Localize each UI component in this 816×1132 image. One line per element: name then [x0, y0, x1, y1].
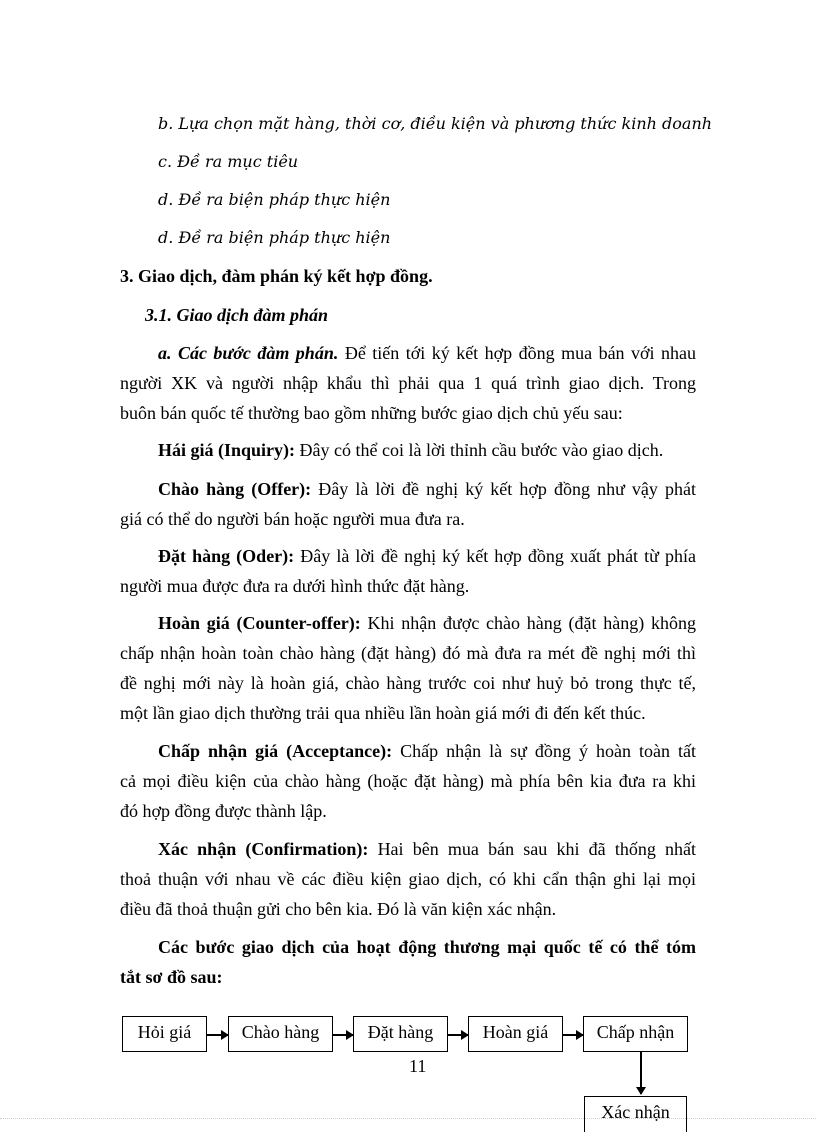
intro-line-3: buôn bán quốc tế thường bao gồm những bước giao dịch chủ yếu sau:: [120, 403, 623, 423]
list-item-b: b. Lựa chọn mặt hàng, thời cơ, điều kiện và phương thức kinh doanh: [158, 114, 713, 133]
intro-lead: a. Các bước đàm phán.: [158, 343, 339, 363]
intro-text-1: Để tiến tới ký kết hợp đồng mua bán với nhau: [338, 343, 697, 363]
intro-line-1: [158, 342, 696, 364]
summary-line-1: Các bước giao dịch của hoạt động thương mại quốc tế có thể tóm: [158, 937, 696, 957]
counter-offer-line-3: đề nghị mới này là hoàn giá, chào hàng trước coi như huỷ bỏ trong thực tế,: [120, 673, 696, 693]
section-heading: 3. Giao dịch, đàm phán ký kết hợp đồng.: [120, 266, 433, 286]
flow-arrow-2: [333, 1034, 353, 1036]
flow-step-inquiry: Hỏi giá: [122, 1016, 207, 1052]
counter-offer-line-1: [158, 612, 696, 634]
acceptance-text-1: Chấp nhận là sự đồng ý hoàn toàn tất: [392, 741, 696, 761]
flow-step-counter-offer: Hoàn giá: [468, 1016, 563, 1052]
counter-offer-term: Hoàn giá (Counter-offer):: [158, 613, 361, 633]
flow-arrow-3: [448, 1034, 468, 1036]
summary-line-2: tắt sơ đồ sau:: [120, 967, 223, 987]
order-term: Đặt hàng (Oder):: [158, 546, 295, 566]
inquiry-term: Hái giá (Inquiry):: [158, 440, 296, 460]
offer-term: Chào hàng (Offer):: [158, 479, 312, 499]
flow-arrow-1: [207, 1034, 228, 1036]
list-item-d-repeat: d. Đề ra biện pháp thực hiện: [158, 228, 391, 247]
list-item-c: c. Đề ra mục tiêu: [158, 152, 299, 171]
confirmation-text-1: Hai bên mua bán sau khi đã thống nhất: [368, 839, 696, 859]
offer-line-1: [158, 478, 696, 500]
list-item-d: d. Đề ra biện pháp thực hiện: [158, 190, 391, 209]
flow-arrow-4: [563, 1034, 583, 1036]
confirmation-line-1: [158, 838, 696, 860]
subsection-heading: 3.1. Giao dịch đàm phán: [145, 305, 329, 325]
inquiry-line-1: [158, 439, 663, 461]
counter-offer-text-1: Khi nhận được chào hàng (đặt hàng) không: [360, 613, 696, 633]
order-text-1: Đây là lời đề nghị ký kết hợp đồng xuất phát từ phía: [294, 546, 696, 566]
flow-arrow-down: [640, 1052, 642, 1094]
acceptance-term: Chấp nhận giá (Acceptance):: [158, 741, 393, 761]
acceptance-line-2: cả mọi điều kiện của chào hàng (hoặc đặt hàng) mà phía bên kia đưa ra khi: [120, 771, 696, 791]
acceptance-line-3: đó hợp đồng được thành lập.: [120, 801, 327, 821]
page-bottom-divider: [0, 1118, 816, 1119]
counter-offer-line-2: chấp nhận hoàn toàn chào hàng (đặt hàng) đó mà đưa ra mét đề nghị mới thì: [120, 643, 696, 663]
confirmation-term: Xác nhận (Confirmation):: [158, 839, 369, 859]
offer-line-2: giá có thể do người bán hoặc người mua đưa ra.: [120, 509, 465, 529]
confirmation-line-2: thoả thuận với nhau về các điều kiện giao dịch, có khi cẩn thận ghi lại mọi: [120, 869, 696, 889]
flow-step-offer: Chào hàng: [228, 1016, 333, 1052]
order-line-1: [158, 545, 696, 567]
page-number: 11: [409, 1056, 427, 1076]
inquiry-text: Đây có thể coi là lời thỉnh cầu bước vào giao dịch.: [295, 440, 664, 460]
flow-step-acceptance: Chấp nhận: [583, 1016, 688, 1052]
order-line-2: người mua được đưa ra dưới hình thức đặt hàng.: [120, 576, 470, 596]
counter-offer-line-4: một lần giao dịch thường trải qua nhiều lần hoàn giá mới đi đến kết thúc.: [120, 703, 646, 723]
confirmation-line-3: điều đã thoả thuận gửi cho bên kia. Đó là văn kiện xác nhận.: [120, 899, 557, 919]
flow-step-confirmation: Xác nhận: [584, 1096, 687, 1132]
intro-line-2: người XK và người nhập khẩu thì phải qua 1 quá trình giao dịch. Trong: [120, 373, 696, 393]
flow-step-order: Đặt hàng: [353, 1016, 448, 1052]
offer-text-1: Đây là lời đề nghị ký kết hợp đồng như vậy phát: [311, 479, 697, 499]
acceptance-line-1: [158, 740, 696, 762]
